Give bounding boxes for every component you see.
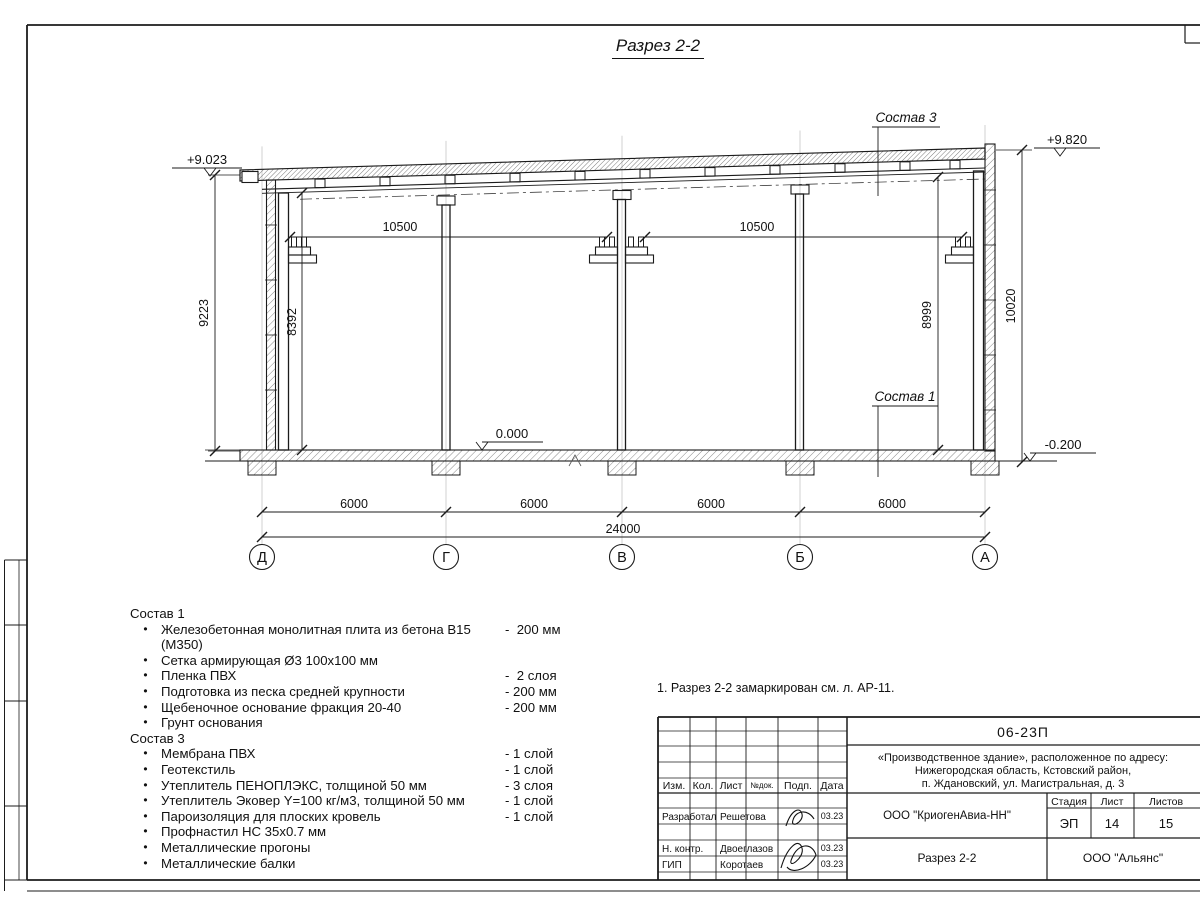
dim-right-outer: 10020 [1004, 288, 1018, 324]
tb-stage-label: Стадия [1051, 796, 1087, 808]
list-item: • Пароизоляция для плоских кровель - 1 слой [130, 809, 567, 825]
list-heading: Состав 3 [130, 730, 185, 746]
list-item: • Подготовка из песка средней крупности - 200 мм [130, 684, 567, 700]
tb-name-2: Двоеглазов [720, 844, 774, 855]
tb-stage-value: ЭП [1059, 816, 1079, 831]
tb-designer-org: ООО "КриогенАвиа-НН" [883, 810, 1011, 822]
list-item: • Щебеночное основание фракция 20-40 - 200 мм [130, 700, 567, 716]
elevation-floor: 0.000 [495, 426, 529, 441]
tb-header-ndok: №док. [750, 781, 774, 790]
bullet-icon: • [143, 683, 148, 698]
grid-label-b: Б [795, 550, 805, 566]
grid-axis-lines [262, 125, 985, 544]
tb-header-kol: Кол. [692, 780, 714, 792]
list-heading: Состав 1 [130, 606, 185, 621]
tb-date-2: 03.23 [820, 843, 844, 853]
bullet-icon: • [143, 668, 148, 683]
tb-header-izm: Изм. [662, 780, 686, 792]
grid-label-g: Г [442, 550, 450, 566]
list-item: • Грунт основания [130, 715, 567, 731]
bullet-icon: • [143, 621, 148, 636]
tb-doc-number: 06-23П [997, 724, 1049, 740]
bullet-icon: • [143, 699, 148, 714]
tb-header-list: Лист [719, 780, 743, 792]
dim-bay-3: 6000 [697, 497, 725, 511]
elevation-top-left: +9.023 [186, 152, 228, 167]
list-item: • Утеплитель Эковер Y=100 кг/м3, толщиной 50 мм - 1 слой [130, 793, 567, 809]
elevation-ground: -0.200 [1044, 437, 1082, 452]
grid-label-v: В [617, 550, 627, 566]
tb-name-1: Решетова [720, 812, 766, 823]
grid-label-a: А [980, 550, 990, 566]
tb-drawing-name: Разрез 2-2 [917, 851, 977, 865]
bullet-icon: • [143, 746, 148, 761]
dim-bay-1: 6000 [340, 497, 368, 511]
list-item: • Железобетонная монолитная плита из бетона В15 (М350) - 200 мм [130, 622, 567, 653]
dim-span-1: 10500 [382, 220, 418, 234]
bullet-icon: • [143, 652, 148, 667]
list-item: • Профнастил НС 35х0.7 мм [130, 824, 567, 840]
drawing-title: Разрез 2-2 [558, 36, 758, 59]
list-item: • Металлические прогоны [130, 840, 567, 856]
tb-date-3: 03.23 [820, 859, 844, 869]
grid-label-d: Д [257, 550, 267, 566]
list-item: • Геотекстиль - 1 слой [130, 762, 567, 778]
tb-header-data: Дата [820, 780, 844, 792]
bullet-icon: • [143, 808, 148, 823]
composition-lists [130, 606, 567, 871]
bullet-icon: • [143, 777, 148, 792]
dim-bay-2: 6000 [520, 497, 548, 511]
leader-floor-composition: Состав 1 [874, 389, 936, 404]
dimension-lines [172, 127, 1100, 570]
bullet-icon: • [143, 793, 148, 808]
bullet-icon: • [143, 855, 148, 870]
tb-sheets-label: Листов [1148, 796, 1184, 808]
list-item: • Утеплитель ПЕНОПЛЭКС, толщиной 50 мм - 3 слоя [130, 778, 567, 794]
dim-total: 24000 [605, 522, 641, 536]
tb-header-podp: Подп. [784, 780, 812, 792]
dim-right-inner: 8999 [920, 301, 934, 329]
leader-roof-composition: Состав 3 [875, 110, 937, 125]
tb-contractor: ООО "Альянс" [1082, 851, 1164, 865]
list-item: • Пленка ПВХ - 2 слоя [130, 668, 567, 684]
bullet-icon: • [143, 839, 148, 854]
tb-role-2: Н. контр. [662, 844, 704, 855]
bullet-icon: • [143, 715, 148, 730]
tb-project-line3: п. Ждановский, ул. Магистральная, д. 3 [921, 778, 1125, 790]
list-item: • Сетка армирующая Ø3 100х100 мм [130, 653, 567, 669]
tb-sheet-value: 14 [1104, 816, 1120, 831]
dim-span-2: 10500 [739, 220, 775, 234]
elevation-top-right: +9.820 [1046, 132, 1088, 147]
tb-date-1: 03.23 [820, 811, 844, 821]
list-item: • Металлические балки [130, 856, 567, 872]
dim-left-outer: 9223 [197, 299, 211, 327]
bullet-icon: • [143, 824, 148, 839]
tb-project-line2: Нижегородская область, Кстовский район, [914, 765, 1132, 777]
dim-bay-4: 6000 [878, 497, 906, 511]
tb-name-3: Коротаев [720, 860, 764, 871]
tb-role-3: ГИП [662, 860, 682, 871]
tb-role-1: Разработал [662, 812, 717, 823]
tb-project-line1: «Производственное здание», расположенное по адресу: [877, 752, 1169, 764]
sheet-note: 1. Разрез 2-2 замаркирован см. л. АР-11. [657, 681, 895, 695]
tb-sheet-label: Лист [1100, 796, 1124, 808]
bullet-icon: • [143, 761, 148, 776]
list-item: • Мембрана ПВХ - 1 слой [130, 746, 567, 762]
dim-left-inner: 8392 [285, 308, 299, 336]
tb-sheets-value: 15 [1158, 816, 1174, 831]
